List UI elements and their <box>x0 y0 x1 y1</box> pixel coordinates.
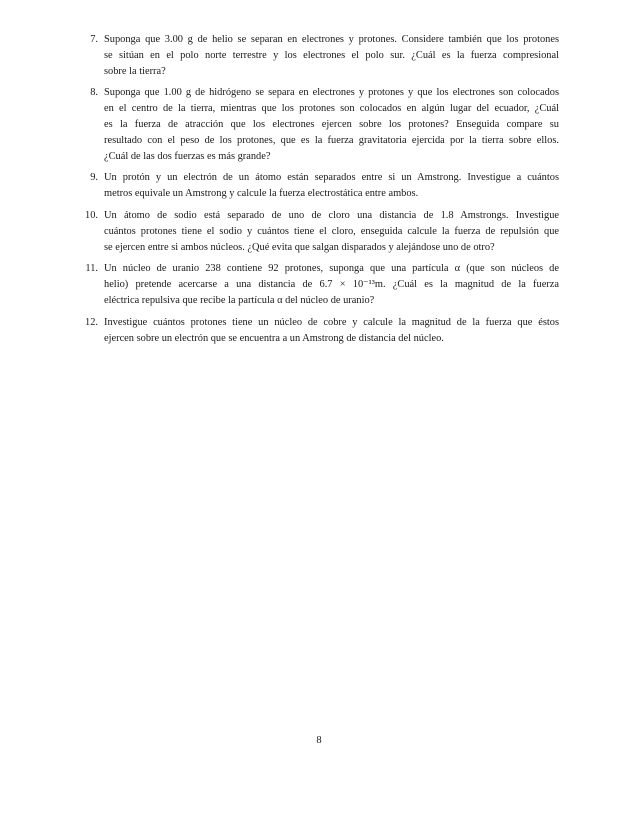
problem-item <box>79 32 559 79</box>
problem-number: 11. <box>85 263 98 275</box>
problem-text-line: Suponga que 3.00 g de helio se separan en electrones y protones. Considere también que los protones <box>104 34 559 45</box>
problem-item <box>79 170 559 202</box>
problem-item <box>79 315 559 347</box>
problem-text-line: ¿Cuál de las dos fuerzas es más grande? <box>104 150 271 162</box>
problem-text-line: Un átomo de sodio está separado de uno de cloro una distancia de 1.8 Amstrongs. Investigue <box>104 209 559 221</box>
problem-list <box>79 32 559 352</box>
problem-item <box>79 208 559 255</box>
problem-number: 12. <box>85 316 98 328</box>
problem-number: 10. <box>85 209 98 221</box>
problem-number: 8. <box>90 87 98 99</box>
problem-text-line: ejercen sobre un electrón que se encuentra a un Amstrong de distancia del núcleo. <box>104 332 444 344</box>
problem-item <box>79 261 559 308</box>
problem-text-line: sobre la tierra? <box>104 65 166 77</box>
problem-text-line: eléctrica repulsiva que recibe la partícula α del núcleo de uranio? <box>104 294 375 306</box>
problem-text-line: se ejercen entre si ambos núcleos. ¿Qué evita que salgan disparados y alejándose uno de otro? <box>104 241 495 253</box>
problem-text-line: se sitúan en el polo norte terrestre y los electrones el polo sur. ¿Cuál es la fuerza compresional <box>104 49 559 61</box>
problem-text-line: resultado con el peso de los protones, que es la fuerza gravitatoria ejercida por la tierra sobre ellos. <box>104 134 559 146</box>
problem-text-line: Suponga que 1.00 g de hidrógeno se separa en electrones y protones y que los electrones son colocados <box>104 87 559 99</box>
problem-text-line: es la fuerza de atracción que los electrones ejercen sobre los protones? Enseguida compare su <box>104 118 559 130</box>
problem-text-line: Un núcleo de uranio 238 contiene 92 protones, suponga que una partícula α (que son núcleos de <box>104 263 559 275</box>
problem-number: 7. <box>90 34 98 45</box>
problem-text-line: en el centro de la tierra, mientras que los protones son colocados en algún lugar del ecuador, ¿Cuál <box>104 103 559 115</box>
page-number: 8 <box>316 735 322 746</box>
problem-text-line: Un protón y un electrón de un átomo están separados entre si un Amstrong. Investigue a cuántos <box>104 172 559 184</box>
problem-text-line: cuántos protones tiene el sodio y cuántos tiene el cloro, enseguida calcule la fuerza de repulsión que <box>104 225 559 237</box>
problem-number: 9. <box>90 172 98 184</box>
problem-text-line: metros equivale un Amstrong y calcule la fuerza electrostática entre ambos. <box>104 188 419 200</box>
problem-text-line: Investigue cuántos protones tiene un núcleo de cobre y calcule la magnitud de la fuerza que éstos <box>104 316 559 328</box>
problem-text-line: helio) pretende acercarse a una distancia de 6.7 × 10⁻¹³m. ¿Cuál es la magnitud de la fuerza <box>104 279 559 291</box>
problem-item <box>79 85 559 164</box>
